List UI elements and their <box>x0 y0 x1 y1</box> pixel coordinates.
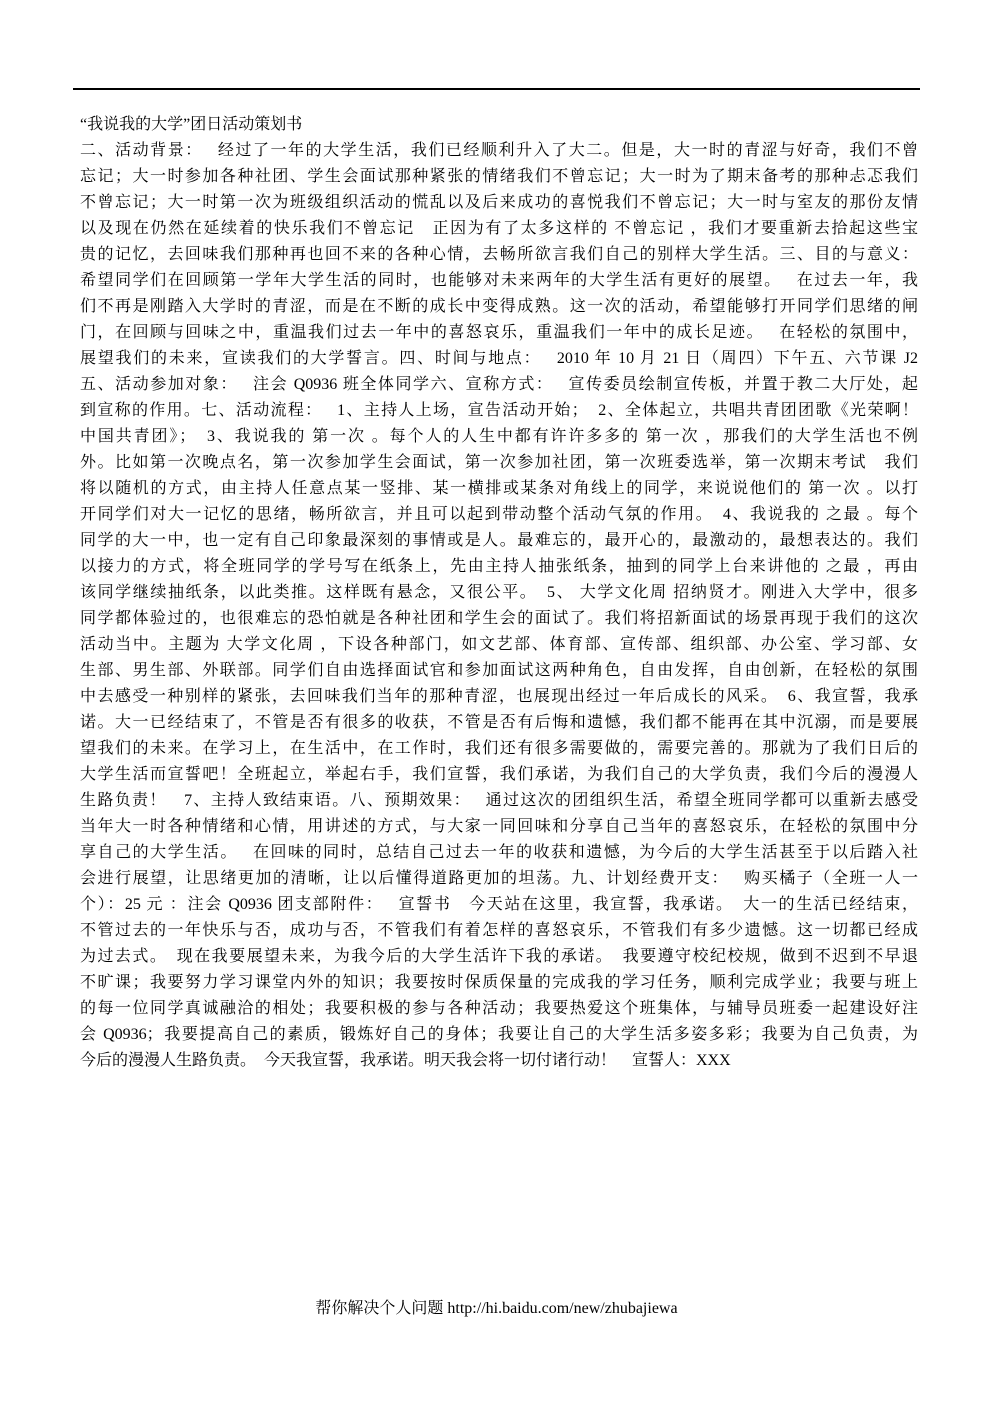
body-line: 到宣称的作用。七、活动流程： 1、主持人上场，宣告活动开始； 2、全体起立，共唱共青团团歌《光荣啊！ <box>80 402 918 419</box>
footer-note: 帮你解决个人问题 http://hi.baidu.com/new/zhubajiewa <box>315 1300 678 1317</box>
body-line: 将以随机的方式，由主持人任意点某一竖排、某一横排或某条对角线上的同学，来说说他们的 第一次 。以打 <box>80 480 918 497</box>
body-line: 的每一位同学真诚融洽的相处；我要积极的参与各种活动；我要热爱这个班集体，与辅导员班委一起建设好注 <box>80 1000 918 1017</box>
body-line: 大学生活而宣誓吧！全班起立，举起右手，我们宣誓，我们承诺，为我们自己的大学负责，我们今后的漫漫人 <box>80 766 918 783</box>
body-line: 贵的记忆，去回味我们那种再也回不来的各种心情，去畅所欲言我们自己的别样大学生活。三、目的与意义： <box>80 246 918 263</box>
body-line: 展望我们的未来，宣读我们的大学誓言。四、时间与地点： 2010 年 10 月 21 日（周四）下午五、六节课 J2 <box>80 350 918 367</box>
body-line: 诺。大一已经结束了，不管是否有很多的收获，不管是否有后悔和遗憾，我们都不能再在其中沉溺，而是要展 <box>80 714 918 731</box>
body-line: 中去感受一种别样的紧张，去回味我们当年的那种青涩，也展现出经过一年后成长的风采。 6、我宣誓，我承 <box>80 688 918 705</box>
body-line: 忘记；大一时参加各种社团、学生会面试那种紧张的情绪我们不曾忘记；大一时为了期末备考的那种忐忑我们 <box>80 168 918 185</box>
document-content <box>80 112 918 1074</box>
body-line: 个）：25 元 ：注会 Q0936 团支部附件： 宣誓书 今天站在这里，我宣誓，我承诺。 大一的生活已经结束， <box>80 896 918 913</box>
body-line: 门，在回顾与回味之中，重温我们过去一年中的喜怒哀乐，重温我们一年中的成长足迹。 在轻松的氛围中， <box>80 324 918 341</box>
body-line: 不旷课；我要努力学习课堂内外的知识；我要按时保质保量的完成我的学习任务，顺利完成学业；我要与班上 <box>80 974 918 991</box>
body-line: 不管过去的一年快乐与否，成功与否，不管我们有着怎样的喜怒哀乐，不管我们有多少遗憾。这一切都已经成 <box>80 922 918 939</box>
document-title: “我说我的大学”团日活动策划书 <box>80 116 303 133</box>
body-line: 中国共青团》； 3、我说我的 第一次 。每个人的人生中都有许许多多的 第一次 ，那我们的大学生活也不例 <box>80 428 918 445</box>
body-line: 们不再是刚踏入大学时的青涩，而是在不断的成长中变得成熟。这一次的活动，希望能够打开同学们思绪的闸 <box>80 298 918 315</box>
header-divider <box>73 88 920 90</box>
document-body <box>80 138 918 1074</box>
body-line: 望我们的未来。在学习上，在生活中，在工作时，我们还有很多需要做的，需要完善的。那就为了我们日后的 <box>80 740 918 757</box>
body-line: 活动当中。主题为 大学文化周 ，下设各种部门，如文艺部、体育部、宣传部、组织部、办公室、学习部、女 <box>80 636 918 653</box>
body-line: 二、活动背景： 经过了一年的大学生活，我们已经顺利升入了大二。但是，大一时的青涩与好奇，我们不曾 <box>80 142 918 159</box>
body-line: 同学都体验过的，也很难忘的恐怕就是各种社团和学生会的面试了。我们将招新面试的场景再现于我们的这次 <box>80 610 918 627</box>
body-line: 以及现在仍然在延续着的快乐我们不曾忘记 正因为有了太多这样的 不曾忘记 ，我们才要重新去拾起这些宝 <box>80 220 918 237</box>
body-line: 五、活动参加对象： 注会 Q0936 班全体同学六、宣称方式： 宣传委员绘制宣传板，并置于教二大厅处，起 <box>80 376 918 393</box>
body-line: 开同学们对大一记忆的思绪，畅所欲言，并且可以起到带动整个活动气氛的作用。 4、我说我的 之最 。每个 <box>80 506 918 523</box>
body-line: 当年大一时各种情绪和心情，用讲述的方式，与大家一同回味和分享自己当年的喜怒哀乐，在轻松的氛围中分 <box>80 818 918 835</box>
body-line: 今后的漫漫人生路负责。 今天我宣誓，我承诺。明天我会将一切付诸行动！ 宣誓人：XXX <box>80 1052 731 1069</box>
body-line: 生路负责！ 7、主持人致结束语。八、预期效果： 通过这次的团组织生活，希望全班同学都可以重新去感受 <box>80 792 918 809</box>
body-line: 外。比如第一次晚点名，第一次参加学生会面试，第一次参加社团，第一次班委选举，第一次期末考试 我们 <box>80 454 918 471</box>
body-line: 会进行展望，让思绪更加的清晰，让以后懂得道路更加的坦荡。九、计划经费开支： 购买橘子（全班一人一 <box>80 870 918 887</box>
body-line: 同学的大一中，也一定有自己印象最深刻的事情或是人。最难忘的，最开心的，最激动的，最想表达的。我们 <box>80 532 918 549</box>
body-line: 生部、男生部、外联部。同学们自由选择面试官和参加面试这两种角色，自由发挥，自由创新，在轻松的氛围 <box>80 662 918 679</box>
body-line: 该同学继续抽纸条，以此类推。这样既有悬念，又很公平。 5、 大学文化周 招纳贤才。刚进入大学中，很多 <box>80 584 918 601</box>
body-line: 会 Q0936；我要提高自己的素质，锻炼好自己的身体；我要让自己的大学生活多姿多彩；我要为自己负责，为 <box>80 1026 918 1043</box>
body-line: 享自己的大学生活。 在回味的同时，总结自己过去一年的收获和遗憾，为今后的大学生活甚至于以后踏入社 <box>80 844 918 861</box>
body-line: 以接力的方式，将全班同学的学号写在纸条上，先由主持人抽张纸条，抽到的同学上台来讲他的 之最 ，再由 <box>80 558 918 575</box>
body-line: 不曾忘记；大一时第一次为班级组织活动的慌乱以及后来成功的喜悦我们不曾忘记；大一时与室友的那份友情 <box>80 194 918 211</box>
body-line: 为过去式。 现在我要展望未来，为我今后的大学生活许下我的承诺。 我要遵守校纪校规，做到不迟到不早退 <box>80 948 918 965</box>
body-line: 希望同学们在回顾第一学年大学生活的同时，也能够对未来两年的大学生活有更好的展望。 在过去一年，我 <box>80 272 918 289</box>
